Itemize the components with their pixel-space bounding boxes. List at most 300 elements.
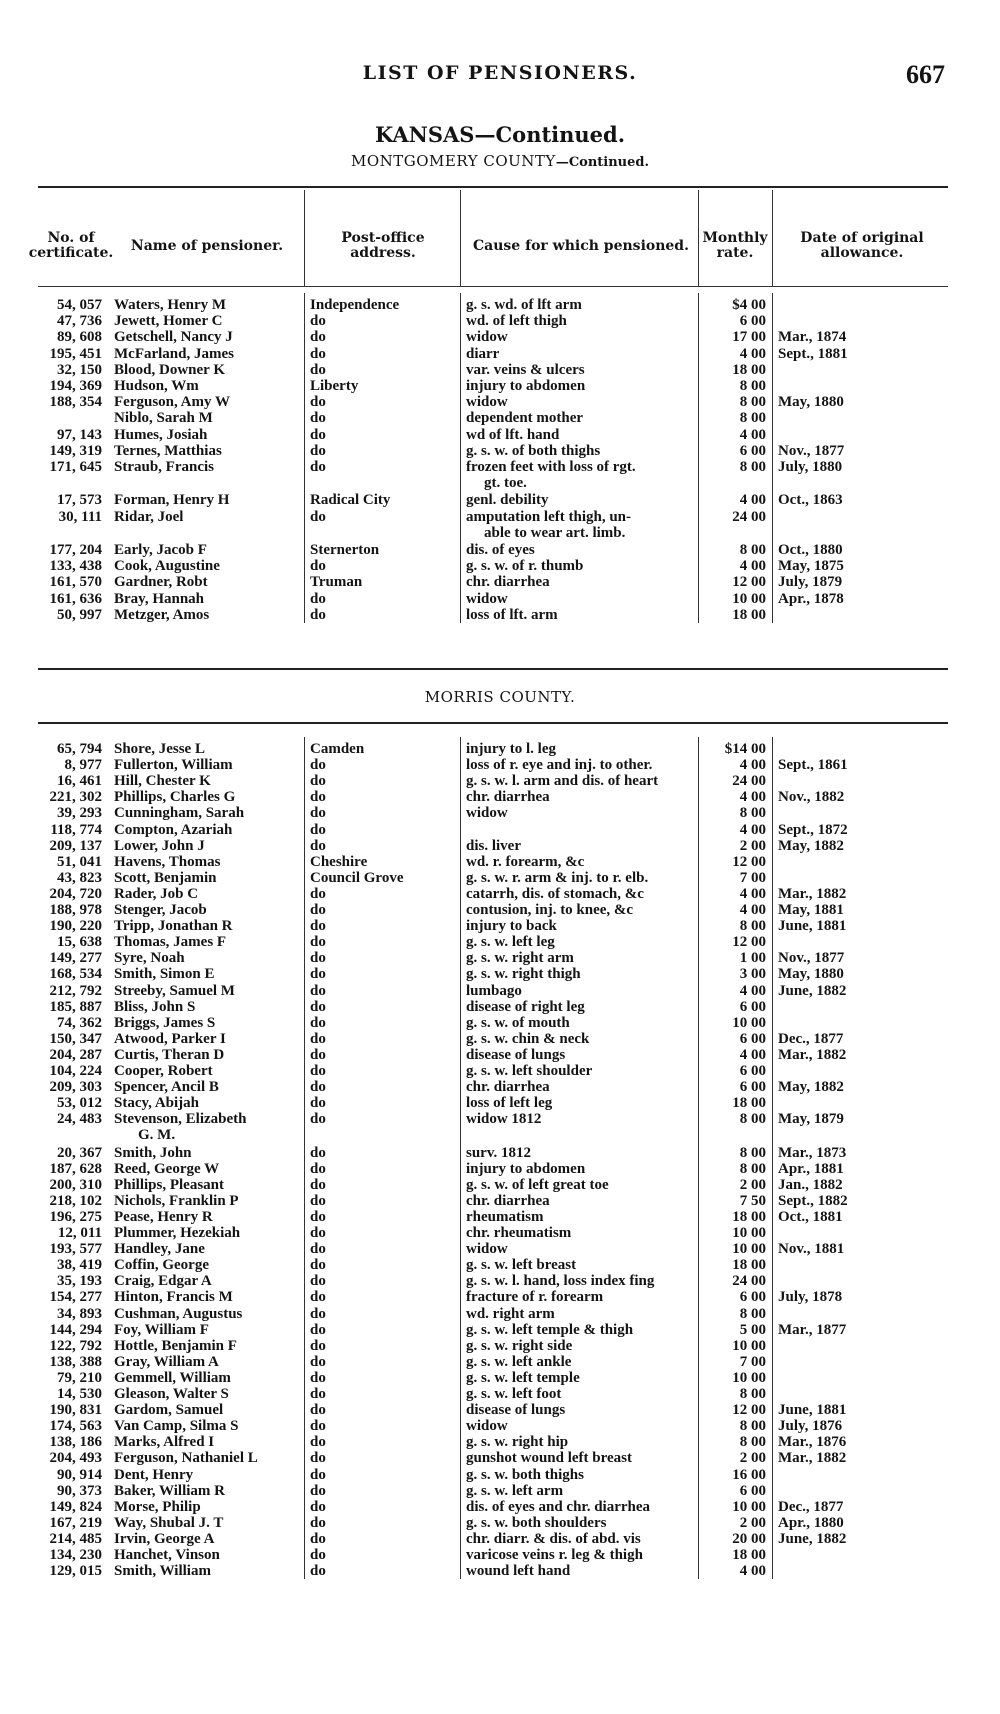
allowance-date: June, 1882 <box>778 982 847 999</box>
table-row <box>38 1306 948 1323</box>
allowance-date: May, 1882 <box>778 837 844 854</box>
allowance-date: Nov., 1882 <box>778 789 845 806</box>
monthly-rate: 4 00 <box>739 902 766 918</box>
certificate-number: 177, 204 <box>49 542 102 558</box>
certificate-number: 138, 388 <box>49 1353 102 1370</box>
certificate-number: 32, 150 <box>57 361 102 378</box>
monthly-rate: 10 00 <box>732 1337 766 1354</box>
table-row <box>38 410 948 427</box>
certificate-number: 15, 638 <box>57 934 102 951</box>
pensioner-name: Bray, Hannah <box>114 590 205 607</box>
col-header-cause: Cause for which pensioned. <box>473 237 689 254</box>
table-row <box>38 1563 948 1580</box>
pensioner-name: Hinton, Francis M <box>114 1289 233 1306</box>
post-office: do <box>310 1418 326 1435</box>
pensioner-name: Hanchet, Vinson <box>114 1547 220 1563</box>
table-row <box>38 902 948 919</box>
cause: g. s. wd. of lft arm <box>466 297 582 313</box>
allowance-date: Mar., 1876 <box>778 1434 847 1451</box>
certificate-number: 193, 577 <box>49 1241 102 1258</box>
monthly-rate: 8 00 <box>739 410 766 427</box>
post-office: do <box>310 789 326 806</box>
table-top-rule <box>38 186 948 188</box>
pensioner-name: Forman, Henry H <box>114 492 230 509</box>
certificate-number: 188, 978 <box>49 902 102 918</box>
col-header-certificate: No. of certificate. <box>28 230 114 261</box>
allowance-date: Sept., 1882 <box>778 1192 848 1209</box>
post-office: do <box>310 966 326 983</box>
cause: g. s. w. right arm <box>466 950 574 967</box>
post-office: do <box>310 508 326 525</box>
table-row <box>38 789 948 806</box>
monthly-rate: $4 00 <box>732 297 766 313</box>
cause: g. s. w. left shoulder <box>466 1063 593 1079</box>
table-row <box>38 854 948 871</box>
cause: g. s. w. r. arm & inj. to r. elb. <box>466 869 649 886</box>
allowance-date: Apr., 1880 <box>778 1514 844 1531</box>
certificate-number: 221, 302 <box>49 789 102 806</box>
pensioner-name: Nichols, Franklin P <box>114 1192 239 1209</box>
county-continued: —Continued. <box>555 155 650 170</box>
pensioner-name: Lower, John J <box>114 837 205 854</box>
monthly-rate: 8 00 <box>739 918 766 935</box>
post-office: do <box>310 590 326 607</box>
table-row <box>38 1111 948 1128</box>
cause: widow <box>466 805 508 822</box>
pensioner-name: Fullerton, William <box>114 757 233 774</box>
pensioner-name: Waters, Henry M <box>114 297 227 313</box>
pensioner-name: Way, Shubal J. T <box>114 1514 224 1531</box>
monthly-rate: 10 00 <box>732 590 766 607</box>
cause: g. s. w. left foot <box>466 1386 562 1402</box>
certificate-number: 8, 977 <box>64 757 102 774</box>
table-row <box>38 492 948 509</box>
monthly-rate: 10 00 <box>732 1369 766 1386</box>
table-row <box>38 1531 948 1548</box>
post-office: do <box>310 1030 326 1047</box>
monthly-rate: 3 00 <box>739 966 766 983</box>
monthly-rate: 8 00 <box>739 1111 766 1128</box>
table-row <box>38 297 948 314</box>
post-office: do <box>310 1305 326 1322</box>
cause: widow <box>466 329 508 346</box>
pensioner-name: Van Camp, Silma S <box>114 1418 239 1435</box>
pensioner-name: Handley, Jane <box>114 1241 205 1258</box>
pensioner-name: Smith, Simon E <box>114 966 215 983</box>
cause-continuation: able to wear art. limb. <box>484 524 626 541</box>
monthly-rate: 4 00 <box>739 789 766 806</box>
monthly-rate: 18 00 <box>732 361 766 378</box>
pensioner-name: Humes, Josiah <box>114 426 208 443</box>
certificate-number: 167, 219 <box>49 1514 102 1531</box>
table-row <box>38 886 948 903</box>
monthly-rate: 8 00 <box>739 1434 766 1451</box>
monthly-rate: 6 00 <box>739 1079 766 1096</box>
allowance-date: Oct., 1880 <box>778 542 843 558</box>
cause: g. s. w. l. arm and dis. of heart <box>466 773 659 790</box>
post-office: do <box>310 1144 326 1161</box>
certificate-number: 30, 111 <box>58 508 102 525</box>
certificate-number: 90, 914 <box>57 1466 102 1483</box>
pensioner-name: Pease, Henry R <box>114 1208 213 1225</box>
certificate-number: 38, 419 <box>57 1257 102 1274</box>
cause: g. s. w. right side <box>466 1337 573 1354</box>
post-office: do <box>310 1450 326 1467</box>
column-divider <box>304 737 305 1579</box>
post-office: do <box>310 950 326 967</box>
table-row <box>38 1370 948 1387</box>
pensioner-name: Syre, Noah <box>114 950 185 967</box>
table-row <box>38 757 948 774</box>
cause: lumbago <box>466 982 522 999</box>
post-office: do <box>310 1514 326 1531</box>
monthly-rate: 4 00 <box>739 1046 766 1063</box>
cause: chr. rheumatism <box>466 1225 572 1241</box>
monthly-rate: 8 00 <box>739 378 766 394</box>
certificate-number: 209, 303 <box>49 1079 102 1096</box>
post-office: do <box>310 558 326 575</box>
pensioner-name: Gray, William A <box>114 1353 219 1370</box>
table-row <box>38 1386 948 1403</box>
name-continuation: G. M. <box>138 1127 176 1144</box>
post-office: do <box>310 757 326 774</box>
certificate-number: 149, 319 <box>49 442 102 459</box>
pensioner-name: Jewett, Homer C <box>114 313 223 330</box>
state-heading: KANSAS—Continued. <box>374 122 626 147</box>
monthly-rate: 10 00 <box>732 1014 766 1031</box>
monthly-rate: 16 00 <box>732 1466 766 1483</box>
post-office: Cheshire <box>310 853 368 870</box>
cause: widow <box>466 394 508 411</box>
monthly-rate: 2 00 <box>739 837 766 854</box>
table-row <box>38 918 948 935</box>
table-row <box>38 1047 948 1064</box>
certificate-number: 174, 563 <box>49 1418 102 1435</box>
table-row <box>38 443 948 460</box>
table-row <box>38 509 948 526</box>
table-row <box>38 1209 948 1226</box>
certificate-number: 54, 057 <box>57 297 102 313</box>
table-row <box>38 1063 948 1080</box>
pensioner-name: Foy, William F <box>114 1321 209 1338</box>
post-office: do <box>310 426 326 443</box>
post-office: do <box>310 773 326 790</box>
cause: dis. liver <box>466 837 521 854</box>
pensioner-name: Metzger, Amos <box>114 606 210 623</box>
cause: catarrh, dis. of stomach, &c <box>466 885 644 902</box>
post-office: do <box>310 459 326 475</box>
certificate-number: 204, 493 <box>49 1450 102 1467</box>
certificate-number: 194, 369 <box>49 378 102 394</box>
pensioner-name: Phillips, Charles G <box>114 789 236 806</box>
pensioner-name: Ferguson, Amy W <box>114 394 230 411</box>
cause: wd. r. forearm, &c <box>466 853 585 870</box>
cause: g. s. w. left breast <box>466 1257 577 1274</box>
pensioner-name: Gardner, Robt <box>114 574 208 591</box>
pensioner-name: Bliss, John S <box>114 998 196 1015</box>
post-office: do <box>310 1095 326 1112</box>
pensioner-name: Niblo, Sarah M <box>114 410 213 427</box>
cause: disease of right leg <box>466 998 585 1015</box>
post-office: do <box>310 1273 326 1290</box>
post-office: Independence <box>310 297 400 313</box>
pensioner-name: Stenger, Jacob <box>114 902 207 918</box>
monthly-rate: 6 00 <box>739 1063 766 1079</box>
monthly-rate: 8 00 <box>739 1144 766 1161</box>
allowance-date: Oct., 1863 <box>778 492 843 509</box>
certificate-number: 195, 451 <box>49 345 102 362</box>
allowance-date: Sept., 1861 <box>778 757 848 774</box>
allowance-date: Mar., 1882 <box>778 1450 847 1467</box>
allowance-date: July, 1880 <box>778 459 843 475</box>
table-row <box>38 999 948 1016</box>
post-office: do <box>310 934 326 951</box>
table-row <box>38 1483 948 1500</box>
monthly-rate: 6 00 <box>739 998 766 1015</box>
post-office: do <box>310 410 326 427</box>
table-row <box>38 1241 948 1258</box>
monthly-rate: 2 00 <box>739 1514 766 1531</box>
certificate-number: 214, 485 <box>49 1530 102 1547</box>
certificate-number: 171, 645 <box>49 459 102 475</box>
allowance-date: May, 1879 <box>778 1111 844 1128</box>
post-office: do <box>310 1160 326 1177</box>
table-row <box>38 591 948 608</box>
certificate-number: 134, 230 <box>49 1547 102 1563</box>
monthly-rate: 18 00 <box>732 1095 766 1112</box>
pensioner-name: Tripp, Jonathan R <box>114 918 233 935</box>
monthly-rate: 8 00 <box>739 459 766 475</box>
post-office: do <box>310 918 326 935</box>
post-office: do <box>310 1046 326 1063</box>
monthly-rate: 4 00 <box>739 492 766 509</box>
allowance-date: Sept., 1872 <box>778 821 848 838</box>
table-row <box>38 1225 948 1242</box>
post-office: do <box>310 1321 326 1338</box>
post-office: do <box>310 1369 326 1386</box>
pensioner-name: Compton, Azariah <box>114 821 233 838</box>
post-office: do <box>310 606 326 623</box>
cause: chr. diarrhea <box>466 574 550 591</box>
column-divider <box>460 737 461 1579</box>
pensioner-name: Havens, Thomas <box>114 853 221 870</box>
monthly-rate: 8 00 <box>739 394 766 411</box>
cause: g. s. w. left leg <box>466 934 555 951</box>
column-divider <box>304 190 305 286</box>
cause: contusion, inj. to knee, &c <box>466 902 634 918</box>
cause: g. s. w. left temple & thigh <box>466 1321 634 1338</box>
certificate-number: 161, 570 <box>49 574 102 591</box>
post-office: do <box>310 1225 326 1241</box>
header-bottom-rule <box>38 286 948 287</box>
post-office: do <box>310 1466 326 1483</box>
post-office: do <box>310 1386 326 1402</box>
table-row <box>38 983 948 1000</box>
pensioner-name: Straub, Francis <box>114 459 215 475</box>
monthly-rate: 8 00 <box>739 1160 766 1177</box>
column-divider <box>460 190 461 286</box>
monthly-rate: 24 00 <box>732 773 766 790</box>
certificate-number: 133, 438 <box>49 558 102 575</box>
monthly-rate: 10 00 <box>732 1225 766 1241</box>
post-office: do <box>310 1530 326 1547</box>
monthly-rate: 24 00 <box>732 508 766 525</box>
allowance-date: July, 1878 <box>778 1289 843 1306</box>
cause: g. s. w. chin & neck <box>466 1030 590 1047</box>
certificate-number: 50, 997 <box>57 606 102 623</box>
allowance-date: Mar., 1873 <box>778 1144 847 1161</box>
post-office: do <box>310 345 326 362</box>
allowance-date: Mar., 1874 <box>778 329 847 346</box>
allowance-date: Mar., 1877 <box>778 1321 847 1338</box>
table-row <box>38 329 948 346</box>
cause: g. s. w. left temple <box>466 1369 580 1386</box>
cause: disease of lungs <box>466 1402 566 1419</box>
post-office: Truman <box>310 574 363 591</box>
certificate-number: 47, 736 <box>57 313 102 330</box>
monthly-rate: 8 00 <box>739 542 766 558</box>
cause: widow 1812 <box>466 1111 542 1128</box>
col-header-post-office: Post-office address. <box>341 230 425 261</box>
certificate-number: 122, 792 <box>49 1337 102 1354</box>
allowance-date: May, 1880 <box>778 966 844 983</box>
certificate-number: 187, 628 <box>49 1160 102 1177</box>
pensioner-name: Spencer, Ancil B <box>114 1079 219 1096</box>
column-divider <box>698 293 699 623</box>
table-row <box>38 313 948 330</box>
monthly-rate: 4 00 <box>739 345 766 362</box>
monthly-rate: 24 00 <box>732 1273 766 1290</box>
post-office: do <box>310 805 326 822</box>
column-divider <box>772 737 773 1579</box>
running-head <box>0 62 1000 92</box>
allowance-date: May, 1875 <box>778 558 844 575</box>
cause: disease of lungs <box>466 1046 566 1063</box>
cause: g. s. w. of left great toe <box>466 1176 609 1193</box>
table-row <box>38 773 948 790</box>
monthly-rate: 4 00 <box>739 982 766 999</box>
certificate-number: 200, 310 <box>49 1176 102 1193</box>
certificate-number: 12, 011 <box>57 1225 102 1241</box>
pensioner-name: Blood, Downer K <box>114 361 225 378</box>
table-row <box>38 1467 948 1484</box>
pensioner-name: Getschell, Nancy J <box>114 329 233 346</box>
post-office: do <box>310 885 326 902</box>
monthly-rate: 17 00 <box>732 329 766 346</box>
cause: wd. of left thigh <box>466 313 567 330</box>
post-office: do <box>310 1208 326 1225</box>
certificate-number: 161, 636 <box>49 590 102 607</box>
table-row <box>38 1499 948 1516</box>
cause: rheumatism <box>466 1208 544 1225</box>
cause: g. s. w. of both thighs <box>466 442 601 459</box>
certificate-number: 218, 102 <box>49 1192 102 1209</box>
monthly-rate: 6 00 <box>739 1482 766 1499</box>
monthly-rate: 12 00 <box>732 1402 766 1419</box>
certificate-number: 53, 012 <box>57 1095 102 1112</box>
certificate-number: 204, 287 <box>49 1046 102 1063</box>
monthly-rate: 7 00 <box>739 869 766 886</box>
cause: g. s. w. both shoulders <box>466 1514 607 1531</box>
post-office: do <box>310 902 326 918</box>
allowance-date: July, 1876 <box>778 1418 843 1435</box>
post-office: do <box>310 1014 326 1031</box>
monthly-rate: 10 00 <box>732 1498 766 1515</box>
monthly-rate: 2 00 <box>739 1176 766 1193</box>
monthly-rate: 8 00 <box>739 1418 766 1435</box>
certificate-number: 154, 277 <box>49 1289 102 1306</box>
column-divider <box>772 190 773 286</box>
pensioner-name: Thomas, James F <box>114 934 227 951</box>
monthly-rate: $14 00 <box>724 741 766 757</box>
cause: injury to abdomen <box>466 378 586 394</box>
post-office: do <box>310 1111 326 1128</box>
post-office: Camden <box>310 741 365 757</box>
cause: chr. diarr. & dis. of abd. vis <box>466 1530 641 1547</box>
pensioner-name: Stacy, Abijah <box>114 1095 200 1112</box>
col-header-date: Date of original allowance. <box>800 230 924 261</box>
table-row <box>38 346 948 363</box>
pensioner-name: Cook, Augustine <box>114 558 220 575</box>
pensioner-name: Streeby, Samuel M <box>114 982 235 999</box>
cause: widow <box>466 1241 508 1258</box>
cause: g. s. w. left arm <box>466 1482 564 1499</box>
post-office: do <box>310 1547 326 1563</box>
table-row <box>38 1193 948 1210</box>
pensioner-name: Plummer, Hezekiah <box>114 1225 241 1241</box>
running-title: LIST OF PENSIONERS. <box>362 62 638 84</box>
table-row <box>38 1095 948 1112</box>
cause: g. s. w. l. hand, loss index fing <box>466 1273 655 1290</box>
col-header-rate: Monthly rate. <box>702 230 768 261</box>
monthly-rate: 8 00 <box>739 1305 766 1322</box>
cause: widow <box>466 590 508 607</box>
allowance-date: Nov., 1881 <box>778 1241 845 1258</box>
post-office: do <box>310 821 326 838</box>
table-row <box>38 805 948 822</box>
allowance-date: Oct., 1881 <box>778 1208 843 1225</box>
pensioner-name: Reed, George W <box>114 1160 220 1177</box>
table-row <box>38 427 948 444</box>
certificate-number: 144, 294 <box>49 1321 102 1338</box>
table-top-rule <box>38 722 948 724</box>
monthly-rate: 4 00 <box>739 757 766 774</box>
cause: dis. of eyes <box>466 542 535 558</box>
post-office: do <box>310 394 326 411</box>
table-row <box>38 934 948 951</box>
post-office: do <box>310 1353 326 1370</box>
monthly-rate: 18 00 <box>732 1547 766 1563</box>
pensioner-name: Smith, John <box>114 1144 192 1161</box>
certificate-number: 190, 831 <box>49 1402 102 1419</box>
pensioner-name: Gleason, Walter S <box>114 1386 229 1402</box>
monthly-rate: 5 00 <box>739 1321 766 1338</box>
allowance-date: Mar., 1882 <box>778 1046 847 1063</box>
table-row <box>38 362 948 379</box>
monthly-rate: 7 00 <box>739 1353 766 1370</box>
cause: wd of lft. hand <box>466 426 560 443</box>
allowance-date: Nov., 1877 <box>778 442 845 459</box>
pensioner-name: Stevenson, Elizabeth <box>114 1111 247 1128</box>
table-row <box>38 950 948 967</box>
pensioner-name: McFarland, James <box>114 345 234 362</box>
cause: chr. diarrhea <box>466 1079 550 1096</box>
table-row <box>38 838 948 855</box>
county-name: MORRIS COUNTY. <box>424 688 576 706</box>
county-heading-morris <box>0 688 1000 706</box>
table-end-rule <box>38 668 948 670</box>
table-row <box>38 1418 948 1435</box>
